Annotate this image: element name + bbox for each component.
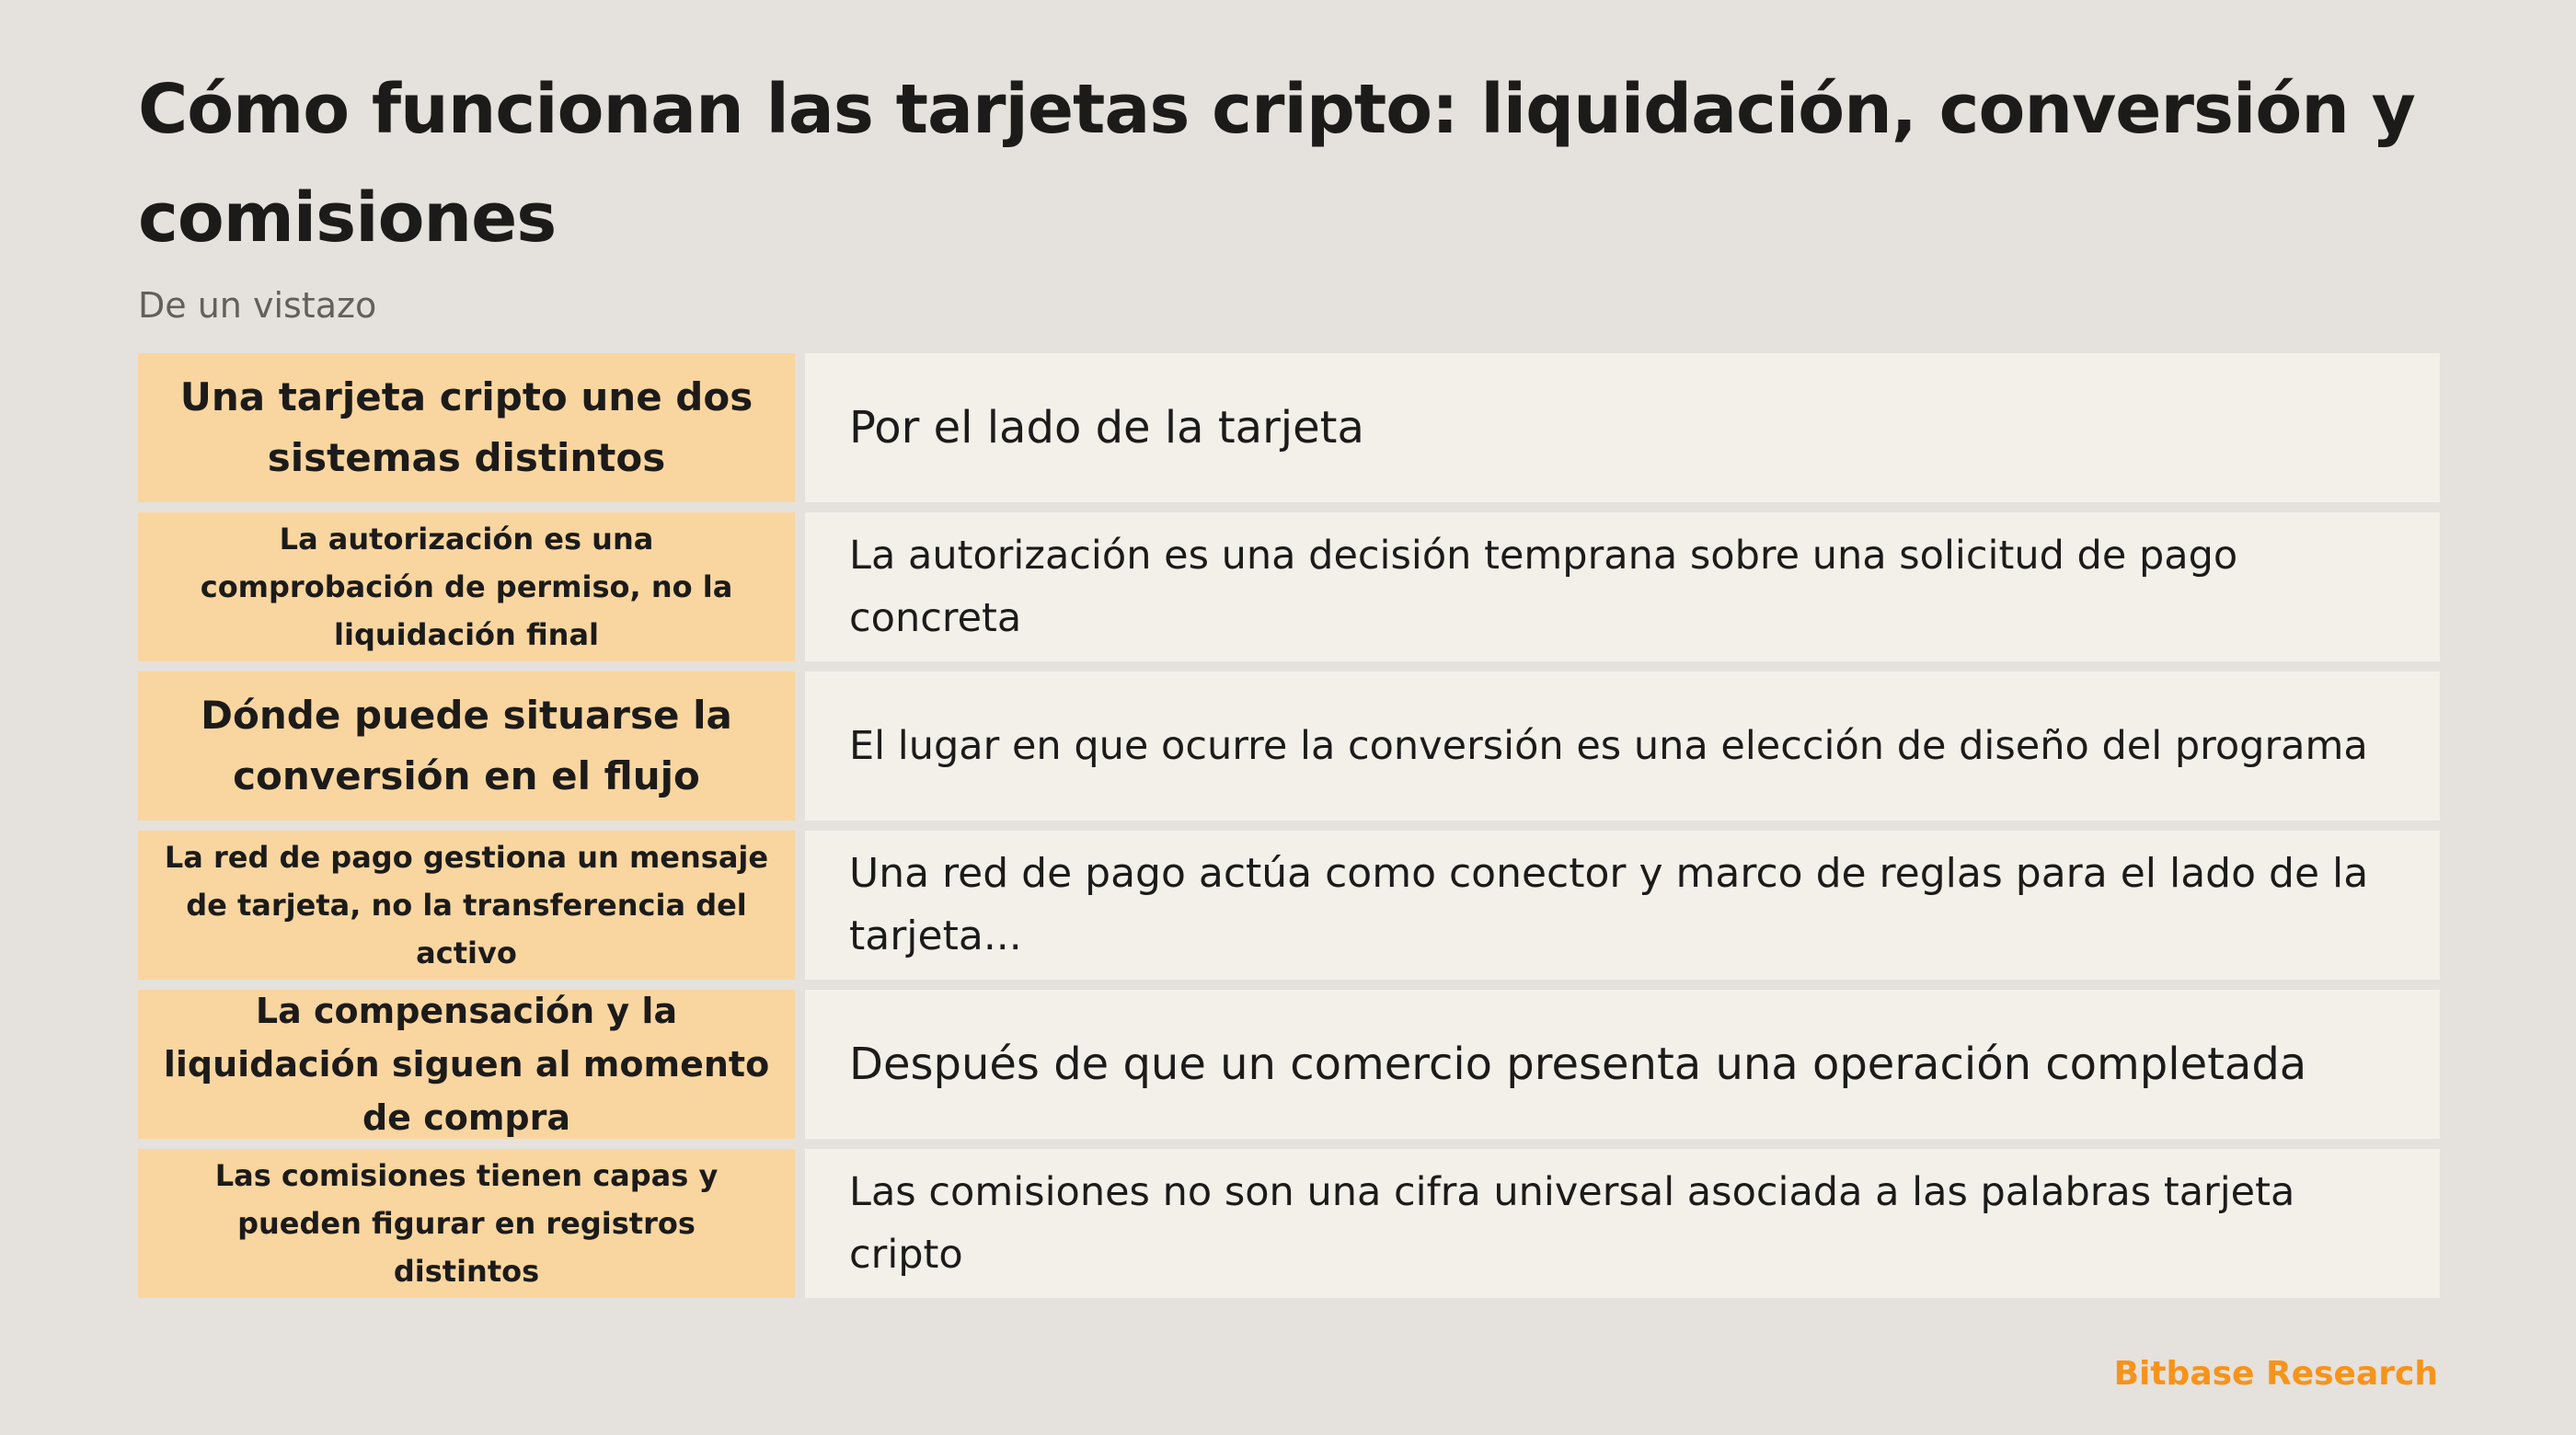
row-summary: Después de que un comercio presenta una operación completada (805, 990, 2440, 1139)
table-row-6 (138, 1149, 2440, 1298)
row-summary: El lugar en que ocurre la conversión es una elección de diseño del programa (805, 672, 2440, 821)
summary-table (138, 353, 2440, 1298)
table-row-2 (138, 512, 2440, 661)
table-row-3 (138, 672, 2440, 821)
table-row-4 (138, 831, 2440, 980)
row-topic: Dónde puede situarse la conversión en el flujo (138, 672, 795, 821)
row-summary: Una red de pago actúa como conector y marco de reglas para el lado de la tarjeta... (805, 831, 2440, 980)
table-row-1 (138, 353, 2440, 502)
row-topic: Las comisiones tienen capas y pueden figurar en registros distintos (138, 1149, 795, 1298)
row-topic: La autorización es una comprobación de permiso, no la liquidación final (138, 512, 795, 661)
row-summary: Por el lado de la tarjeta (805, 353, 2440, 502)
infographic-page (138, 55, 2440, 1298)
row-topic: Una tarjeta cripto une dos sistemas distintos (138, 353, 795, 502)
page-subtitle: De un vistazo (138, 285, 377, 326)
table-row-5 (138, 990, 2440, 1139)
row-topic: La compensación y la liquidación siguen al momento de compra (138, 990, 795, 1139)
row-summary: Las comisiones no son una cifra universal asociada a las palabras tarjeta cripto (805, 1149, 2440, 1298)
row-topic: La red de pago gestiona un mensaje de tarjeta, no la transferencia del activo (138, 831, 795, 980)
brand-credit: Bitbase Research (2113, 1355, 2438, 1393)
page-title: Cómo funcionan las tarjetas cripto: liquidación, conversión y comisiones (138, 70, 2415, 258)
row-summary: La autorización es una decisión temprana sobre una solicitud de pago concreta (805, 512, 2440, 661)
